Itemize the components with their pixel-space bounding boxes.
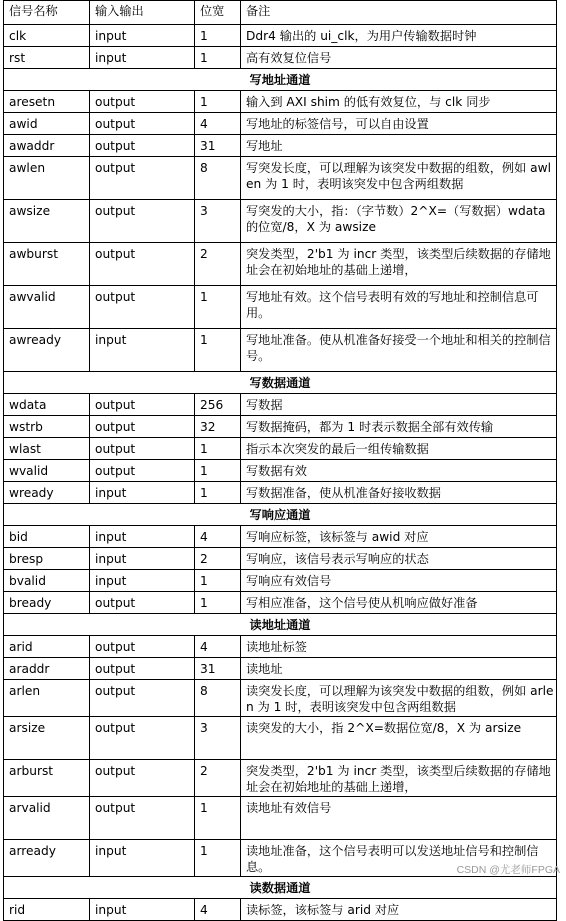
width-cell: 1 bbox=[195, 839, 241, 876]
direction-cell: output bbox=[90, 658, 195, 680]
header-direction: 输入输出 bbox=[90, 1, 195, 25]
table-header-row bbox=[4, 1, 557, 25]
table-row bbox=[4, 394, 557, 416]
note-cell: 读地址 bbox=[241, 658, 557, 680]
direction-cell: input bbox=[90, 329, 195, 372]
direction-cell: output bbox=[90, 460, 195, 482]
direction-cell: output bbox=[90, 286, 195, 329]
table-row bbox=[4, 438, 557, 460]
table-row bbox=[4, 25, 557, 47]
width-cell: 3 bbox=[195, 716, 241, 759]
width-cell: 1 bbox=[195, 25, 241, 47]
header-width: 位宽 bbox=[195, 1, 241, 25]
section-title: 写响应通道 bbox=[4, 504, 557, 526]
signal-name-cell: arvalid bbox=[4, 796, 90, 839]
signal-name-cell: wready bbox=[4, 482, 90, 504]
note-cell: 读突发长度，可以理解为该突发中数据的组数，例如 arlen 为 1 时，表明该突发中包含两组数据 bbox=[241, 680, 557, 717]
signal-name-cell: rst bbox=[4, 47, 90, 69]
table-row bbox=[4, 716, 557, 759]
table-row bbox=[4, 47, 557, 69]
direction-cell: output bbox=[90, 91, 195, 113]
direction-cell: output bbox=[90, 416, 195, 438]
note-cell: 写地址有效。这个信号表明有效的写地址和控制信息可用。 bbox=[241, 286, 557, 329]
direction-cell: input bbox=[90, 25, 195, 47]
direction-cell: output bbox=[90, 759, 195, 796]
width-cell: 1 bbox=[195, 438, 241, 460]
section-header-row bbox=[4, 504, 557, 526]
direction-cell: output bbox=[90, 716, 195, 759]
direction-cell: input bbox=[90, 47, 195, 69]
direction-cell: input bbox=[90, 482, 195, 504]
signal-name-cell: awsize bbox=[4, 200, 90, 243]
width-cell: 4 bbox=[195, 113, 241, 135]
table-row bbox=[4, 482, 557, 504]
width-cell: 8 bbox=[195, 157, 241, 200]
width-cell: 1 bbox=[195, 460, 241, 482]
note-cell: 突发类型，2'b1 为 incr 类型，该类型后续数据的存储地址会在初始地址的基础上递增， bbox=[241, 759, 557, 796]
width-cell: 4 bbox=[195, 526, 241, 548]
direction-cell: output bbox=[90, 113, 195, 135]
direction-cell: output bbox=[90, 243, 195, 286]
table-row bbox=[4, 91, 557, 113]
signal-name-cell: bvalid bbox=[4, 570, 90, 592]
table-row bbox=[4, 157, 557, 200]
table-row bbox=[4, 759, 557, 796]
table-row bbox=[4, 135, 557, 157]
note-cell: 写响应，该信号表示写响应的状态 bbox=[241, 548, 557, 570]
header-note: 备注 bbox=[241, 1, 557, 25]
signal-name-cell: bid bbox=[4, 526, 90, 548]
note-cell: 写数据 bbox=[241, 394, 557, 416]
section-header-row bbox=[4, 69, 557, 91]
note-cell: 写地址的标签信号，可以自由设置 bbox=[241, 113, 557, 135]
width-cell: 4 bbox=[195, 898, 241, 920]
note-cell: 写突发的大小，指：（字节数）2^X=（写数据）wdata 的位宽/8，X 为 awsize bbox=[241, 200, 557, 243]
signal-name-cell: awlen bbox=[4, 157, 90, 200]
signal-name-cell: bresp bbox=[4, 548, 90, 570]
header-signal-name: 信号名称 bbox=[4, 1, 90, 25]
table-row bbox=[4, 636, 557, 658]
width-cell: 1 bbox=[195, 482, 241, 504]
direction-cell: input bbox=[90, 548, 195, 570]
width-cell: 1 bbox=[195, 796, 241, 839]
width-cell: 31 bbox=[195, 135, 241, 157]
section-title: 写地址通道 bbox=[4, 69, 557, 91]
note-cell: 读地址有效信号 bbox=[241, 796, 557, 839]
signal-name-cell: arid bbox=[4, 636, 90, 658]
table-row bbox=[4, 680, 557, 717]
note-cell: 读地址准备，这个信号表明可以发送地址信号和控制信息。 bbox=[241, 839, 557, 876]
watermark: CSDN @尤老师FPGA bbox=[456, 864, 560, 876]
table-row bbox=[4, 898, 557, 920]
direction-cell: input bbox=[90, 898, 195, 920]
note-cell: 指示本次突发的最后一组传输数据 bbox=[241, 438, 557, 460]
note-cell: 高有效复位信号 bbox=[241, 47, 557, 69]
direction-cell: output bbox=[90, 680, 195, 717]
width-cell: 4 bbox=[195, 636, 241, 658]
table-row bbox=[4, 286, 557, 329]
section-header-row bbox=[4, 372, 557, 394]
signal-name-cell: araddr bbox=[4, 658, 90, 680]
table-row bbox=[4, 548, 557, 570]
note-cell: 写响应标签，该标签与 awid 对应 bbox=[241, 526, 557, 548]
width-cell: 1 bbox=[195, 570, 241, 592]
table-row bbox=[4, 416, 557, 438]
note-cell: 读地址标签 bbox=[241, 636, 557, 658]
width-cell: 256 bbox=[195, 394, 241, 416]
signal-name-cell: wstrb bbox=[4, 416, 90, 438]
direction-cell: output bbox=[90, 135, 195, 157]
section-title: 写数据通道 bbox=[4, 372, 557, 394]
note-cell: 写数据准备，使从机准备好接收数据 bbox=[241, 482, 557, 504]
note-cell: Ddr4 输出的 ui_clk，为用户传输数据时钟 bbox=[241, 25, 557, 47]
section-title: 读地址通道 bbox=[4, 614, 557, 636]
section-title: 读数据通道 bbox=[4, 876, 557, 898]
signal-name-cell: wlast bbox=[4, 438, 90, 460]
direction-cell: output bbox=[90, 394, 195, 416]
table-row bbox=[4, 113, 557, 135]
direction-cell: output bbox=[90, 438, 195, 460]
width-cell: 2 bbox=[195, 759, 241, 796]
signal-name-cell: awburst bbox=[4, 243, 90, 286]
signal-name-cell: awvalid bbox=[4, 286, 90, 329]
signal-name-cell: arlen bbox=[4, 680, 90, 717]
section-header-row bbox=[4, 876, 557, 898]
direction-cell: output bbox=[90, 796, 195, 839]
width-cell: 2 bbox=[195, 243, 241, 286]
note-cell: 读标签，该标签与 arid 对应 bbox=[241, 898, 557, 920]
signal-name-cell: awready bbox=[4, 329, 90, 372]
width-cell: 1 bbox=[195, 592, 241, 614]
table-row bbox=[4, 329, 557, 372]
signal-name-cell: wdata bbox=[4, 394, 90, 416]
width-cell: 1 bbox=[195, 329, 241, 372]
width-cell: 8 bbox=[195, 680, 241, 717]
table-row bbox=[4, 200, 557, 243]
note-cell: 输入到 AXI shim 的低有效复位，与 clk 同步 bbox=[241, 91, 557, 113]
direction-cell: output bbox=[90, 200, 195, 243]
note-cell: 写突发长度，可以理解为该突发中数据的组数，例如 awlen 为 1 时，表明该突发中包含两组数据 bbox=[241, 157, 557, 200]
signal-name-cell: rid bbox=[4, 898, 90, 920]
signal-name-cell: wvalid bbox=[4, 460, 90, 482]
direction-cell: input bbox=[90, 526, 195, 548]
table-row bbox=[4, 658, 557, 680]
width-cell: 2 bbox=[195, 548, 241, 570]
width-cell: 1 bbox=[195, 91, 241, 113]
note-cell: 写相应准备，这个信号使从机响应做好准备 bbox=[241, 592, 557, 614]
section-header-row bbox=[4, 614, 557, 636]
note-cell: 写响应有效信号 bbox=[241, 570, 557, 592]
width-cell: 1 bbox=[195, 47, 241, 69]
signal-name-cell: bready bbox=[4, 592, 90, 614]
width-cell: 32 bbox=[195, 416, 241, 438]
note-cell: 突发类型，2'b1 为 incr 类型，该类型后续数据的存储地址会在初始地址的基础上递增， bbox=[241, 243, 557, 286]
signal-table bbox=[3, 0, 557, 921]
table-row bbox=[4, 592, 557, 614]
signal-name-cell: aresetn bbox=[4, 91, 90, 113]
direction-cell: output bbox=[90, 157, 195, 200]
note-cell: 写数据有效 bbox=[241, 460, 557, 482]
signal-name-cell: arburst bbox=[4, 759, 90, 796]
signal-name-cell: arsize bbox=[4, 716, 90, 759]
note-cell: 写地址准备。使从机准备好接受一个地址和相关的控制信号。 bbox=[241, 329, 557, 372]
table-row bbox=[4, 796, 557, 839]
width-cell: 31 bbox=[195, 658, 241, 680]
direction-cell: input bbox=[90, 839, 195, 876]
direction-cell: input bbox=[90, 570, 195, 592]
direction-cell: output bbox=[90, 592, 195, 614]
signal-name-cell: awaddr bbox=[4, 135, 90, 157]
width-cell: 1 bbox=[195, 286, 241, 329]
width-cell: 3 bbox=[195, 200, 241, 243]
signal-name-cell: clk bbox=[4, 25, 90, 47]
note-cell: 读突发的大小，指 2^X=数据位宽/8，X 为 arsize bbox=[241, 716, 557, 759]
signal-name-cell: awid bbox=[4, 113, 90, 135]
table-body bbox=[4, 25, 557, 921]
table-row bbox=[4, 243, 557, 286]
table-row bbox=[4, 526, 557, 548]
signal-name-cell: arready bbox=[4, 839, 90, 876]
note-cell: 写地址 bbox=[241, 135, 557, 157]
table-row bbox=[4, 570, 557, 592]
direction-cell: output bbox=[90, 636, 195, 658]
note-cell: 写数据掩码，都为 1 时表示数据全部有效传输 bbox=[241, 416, 557, 438]
table-row bbox=[4, 460, 557, 482]
